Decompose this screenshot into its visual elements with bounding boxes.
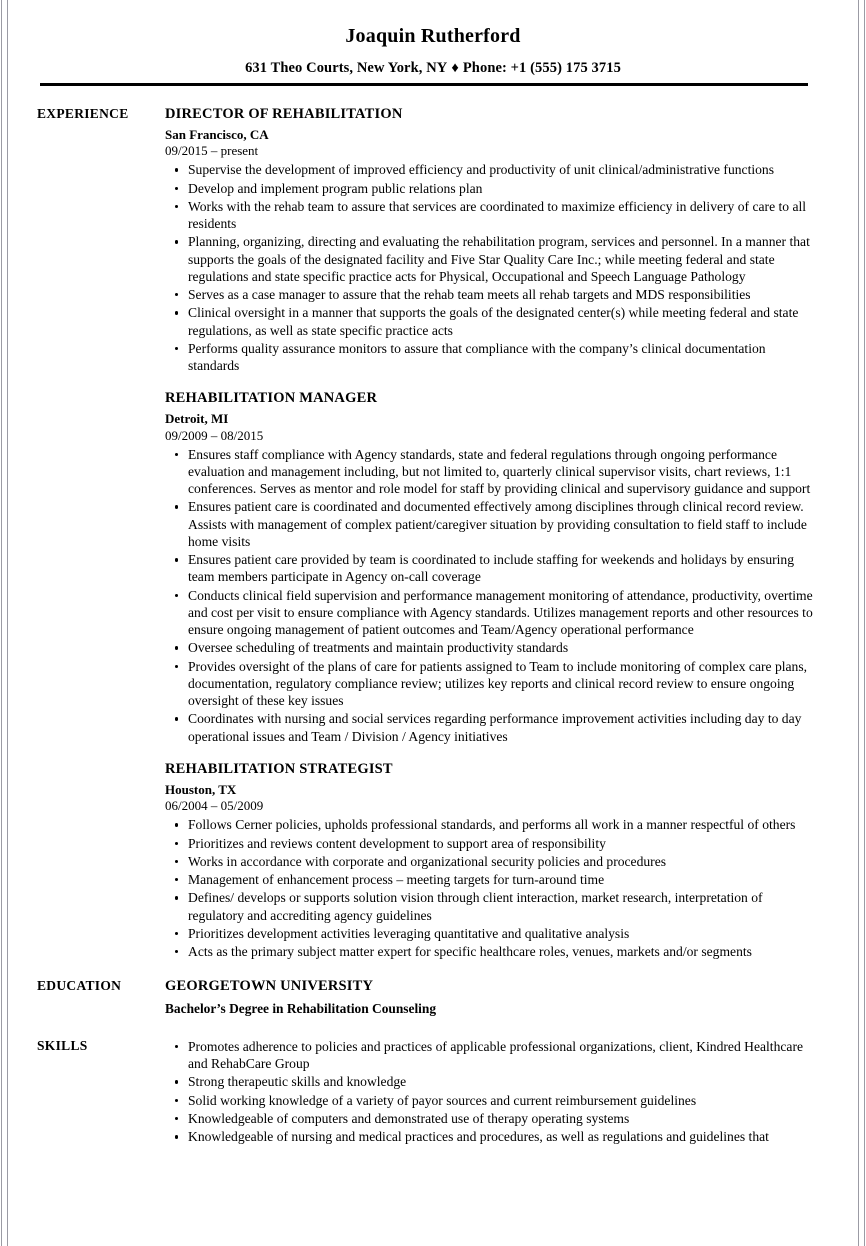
job-bullet: Develop and implement program public relations plan [165, 180, 816, 197]
skill-bullet: Knowledgeable of nursing and medical practices and procedures, as well as regulations and guidelines that [165, 1128, 816, 1145]
education-section-label: EDUCATION [37, 978, 122, 994]
job-bullet: Serves as a case manager to assure that the rehab team meets all rehab targets and MDS responsibilities [165, 286, 816, 303]
resume-header [0, 0, 866, 86]
skills-bullet-list [165, 1038, 816, 1146]
job-bullet: Performs quality assurance monitors to assure that compliance with the company’s clinical documentation standards [165, 340, 816, 375]
skill-bullet: Promotes adherence to policies and practices of applicable professional organizations, client, Kindred Healthcare and RehabCare Group [165, 1038, 816, 1073]
skills-section-label: SKILLS [37, 1037, 88, 1053]
header-divider [40, 83, 808, 86]
skills-list [165, 1037, 816, 1146]
skill-bullet: Solid working knowledge of a variety of payor sources and current reimbursement guidelines [165, 1092, 816, 1109]
job-bullet-list [165, 161, 816, 374]
job-dates: 06/2004 – 05/2009 [165, 798, 264, 814]
education-section [0, 977, 866, 1018]
address-text: 631 Theo Courts, New York, NY [245, 60, 448, 76]
job-bullet: Supervise the development of improved efficiency and productivity of unit clinical/administrative functions [165, 161, 816, 178]
job-bullet: Conducts clinical field supervision and performance management monitoring of attendance, productivity, overtime and cost per visit to ensure compliance with Agency standards. Utilizes management reports and other resources to ensure ongoing management of patient outcomes and Team/Agency operational performance [165, 587, 816, 639]
job-title: DIRECTOR OF REHABILITATION [165, 106, 403, 122]
job-bullet: Acts as the primary subject matter expert for specific healthcare roles, venues, markets and/or segments [165, 943, 816, 960]
job-bullet: Ensures patient care is coordinated and documented effectively among disciplines through clinical record review. Assists with management of complex patient/caregiver situation by providing consultation to field staff to include home visits [165, 498, 816, 550]
job-bullet: Management of enhancement process – meeting targets for turn-around time [165, 871, 816, 888]
education-entry [165, 977, 816, 1018]
job-bullet: Coordinates with nursing and social services regarding performance improvement activities including day to day operational issues and Team / Division / Agency initiatives [165, 710, 816, 745]
job-bullet: Prioritizes development activities leveraging quantitative and qualitative analysis [165, 925, 816, 942]
candidate-name: Joaquin Rutherford [345, 25, 521, 47]
diamond-separator-icon: ♦ [451, 60, 459, 76]
job-bullet-list [165, 816, 816, 960]
skill-bullet: Strong therapeutic skills and knowledge [165, 1073, 816, 1090]
job-bullet: Clinical oversight in a manner that supports the goals of the designated center(s) while meeting federal and state regulations, as well as state specific practice acts [165, 304, 816, 339]
experience-list [165, 105, 816, 960]
job-bullet: Ensures patient care provided by team is coordinated to include staffing for weekends and holidays by ensuring team members participate in Agency on-call coverage [165, 551, 816, 586]
job-bullet: Provides oversight of the plans of care for patients assigned to Team to include monitoring of complex care plans, documentation, regulatory compliance review; utilizes key reports and clinical record review to ensure ongoing oversight of these key issues [165, 658, 816, 710]
job-location: Detroit, MI [165, 410, 229, 426]
job-entry [165, 760, 816, 960]
skills-section [0, 1037, 866, 1146]
job-entry [165, 389, 816, 745]
job-bullet: Works in accordance with corporate and organizational security policies and procedures [165, 853, 816, 870]
job-bullet-list [165, 446, 816, 745]
job-location: San Francisco, CA [165, 126, 269, 142]
job-bullet: Prioritizes and reviews content development to support area of responsibility [165, 835, 816, 852]
job-bullet: Ensures staff compliance with Agency standards, state and federal regulations through ongoing performance evaluation and management including, but not limited to, quarterly clinical supervisor visits, chart reviews, 1:1 conferences. Serves as mentor and role model for staff by providing clinical and supervisory guidance and support [165, 446, 816, 498]
job-bullet: Defines/ develops or supports solution vision through client interaction, market research, interpretation of regulatory and accrediting agency guidelines [165, 889, 816, 924]
job-bullet: Planning, organizing, directing and evaluating the rehabilitation program, services and personnel. In a manner that supports the goals of the designated facility and Five Star Quality Care Inc.; while meeting federal and state regulations and state specific practice acts for Physical, Occupational and Speech Language Pathology [165, 233, 816, 285]
job-title: REHABILITATION STRATEGIST [165, 760, 393, 777]
job-bullet: Works with the rehab team to assure that services are coordinated to maximize efficiency in delivery of care to all residents [165, 198, 816, 233]
education-list [165, 977, 816, 1018]
phone-text: Phone: +1 (555) 175 3715 [462, 60, 621, 76]
job-bullet: Follows Cerner policies, upholds professional standards, and performs all work in a manner respectful of others [165, 816, 816, 833]
experience-section-label: EXPERIENCE [37, 106, 129, 121]
job-title: REHABILITATION MANAGER [165, 390, 378, 407]
job-location: Houston, TX [165, 781, 237, 797]
job-entry [165, 105, 816, 374]
experience-section [0, 105, 866, 960]
job-dates: 09/2015 – present [165, 143, 259, 159]
education-school: GEORGETOWN UNIVERSITY [165, 978, 374, 995]
job-dates: 09/2009 – 08/2015 [165, 427, 264, 443]
education-degree: Bachelor’s Degree in Rehabilitation Counseling [165, 1000, 437, 1016]
skill-bullet: Knowledgeable of computers and demonstrated use of therapy operating systems [165, 1110, 816, 1127]
job-bullet: Oversee scheduling of treatments and maintain productivity standards [165, 639, 816, 656]
contact-line [0, 60, 866, 77]
